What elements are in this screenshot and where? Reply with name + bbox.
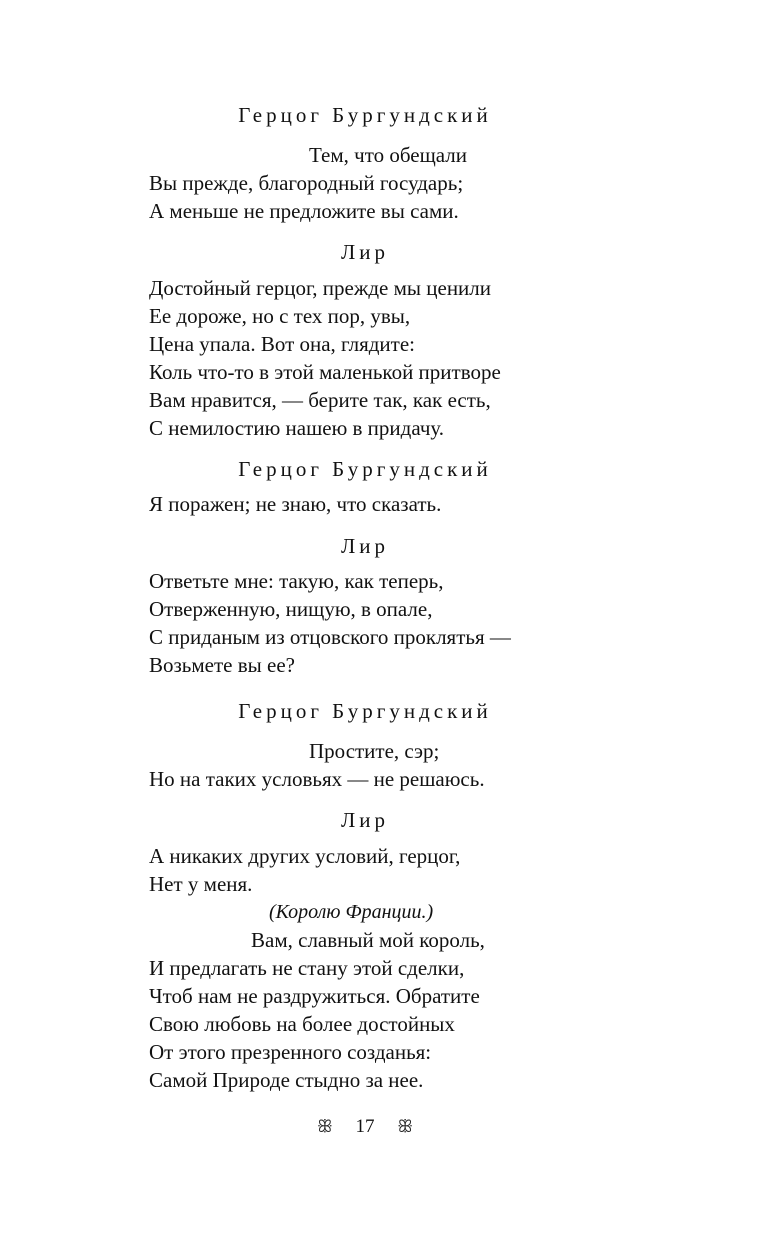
stage-direction: (Королю Франции.): [269, 901, 434, 923]
verse-line: Чтоб нам не раздружиться. Обратите: [149, 984, 480, 1008]
ornament-right-icon: ꕥ: [397, 1116, 414, 1136]
verse-line: Вы прежде, благородный государь;: [149, 171, 464, 195]
verse-line: И предлагать не стану этой сделки,: [149, 956, 465, 980]
verse-line: От этого презренного созданья:: [149, 1040, 432, 1064]
verse-line: Нет у меня.: [149, 872, 253, 896]
verse-line: Возьмете вы ее?: [149, 653, 295, 677]
page-footer: [0, 1114, 730, 1139]
verse-line: Простите, сэр;: [309, 739, 440, 763]
verse-line: А меньше не предложите вы сами.: [149, 199, 459, 223]
speaker-heading: Лир: [341, 534, 389, 558]
speaker-heading: Герцог Бургундский: [238, 457, 492, 481]
speaker-heading: Лир: [341, 240, 389, 264]
verse-line: Тем, что обещали: [309, 143, 467, 167]
verse-line: Достойный герцог, прежде мы ценили: [149, 276, 492, 300]
verse-line: Ее дороже, но с тех пор, увы,: [149, 304, 411, 328]
verse-line: Отверженную, нищую, в опале,: [149, 597, 433, 621]
verse-line: Вам нравится, — берите так, как есть,: [149, 388, 491, 412]
verse-line: Но на таких условьях — не решаюсь.: [149, 767, 485, 791]
verse-line: С приданым из отцовского проклятья —: [149, 625, 511, 649]
verse-line: Вам, славный мой король,: [251, 928, 485, 952]
verse-line: А никаких других условий, герцог,: [149, 844, 461, 868]
verse-line: Самой Природе стыдно за нее.: [149, 1068, 424, 1092]
verse-line: Свою любовь на более достойных: [149, 1012, 455, 1036]
verse-line: Коль что-то в этой маленькой притворе: [149, 360, 501, 384]
verse-line: Ответьте мне: такую, как теперь,: [149, 569, 444, 593]
ornament-left-icon: ꕥ: [316, 1116, 333, 1136]
verse-line: С немилостию нашею в придачу.: [149, 416, 445, 440]
speaker-heading: Лир: [341, 808, 389, 832]
page-number: 17: [355, 1115, 375, 1137]
verse-line: Я поражен; не знаю, что сказать.: [149, 492, 442, 516]
speaker-heading: Герцог Бургундский: [238, 103, 492, 127]
speaker-heading: Герцог Бургундский: [238, 699, 492, 723]
verse-line: Цена упала. Вот она, глядите:: [149, 332, 415, 356]
